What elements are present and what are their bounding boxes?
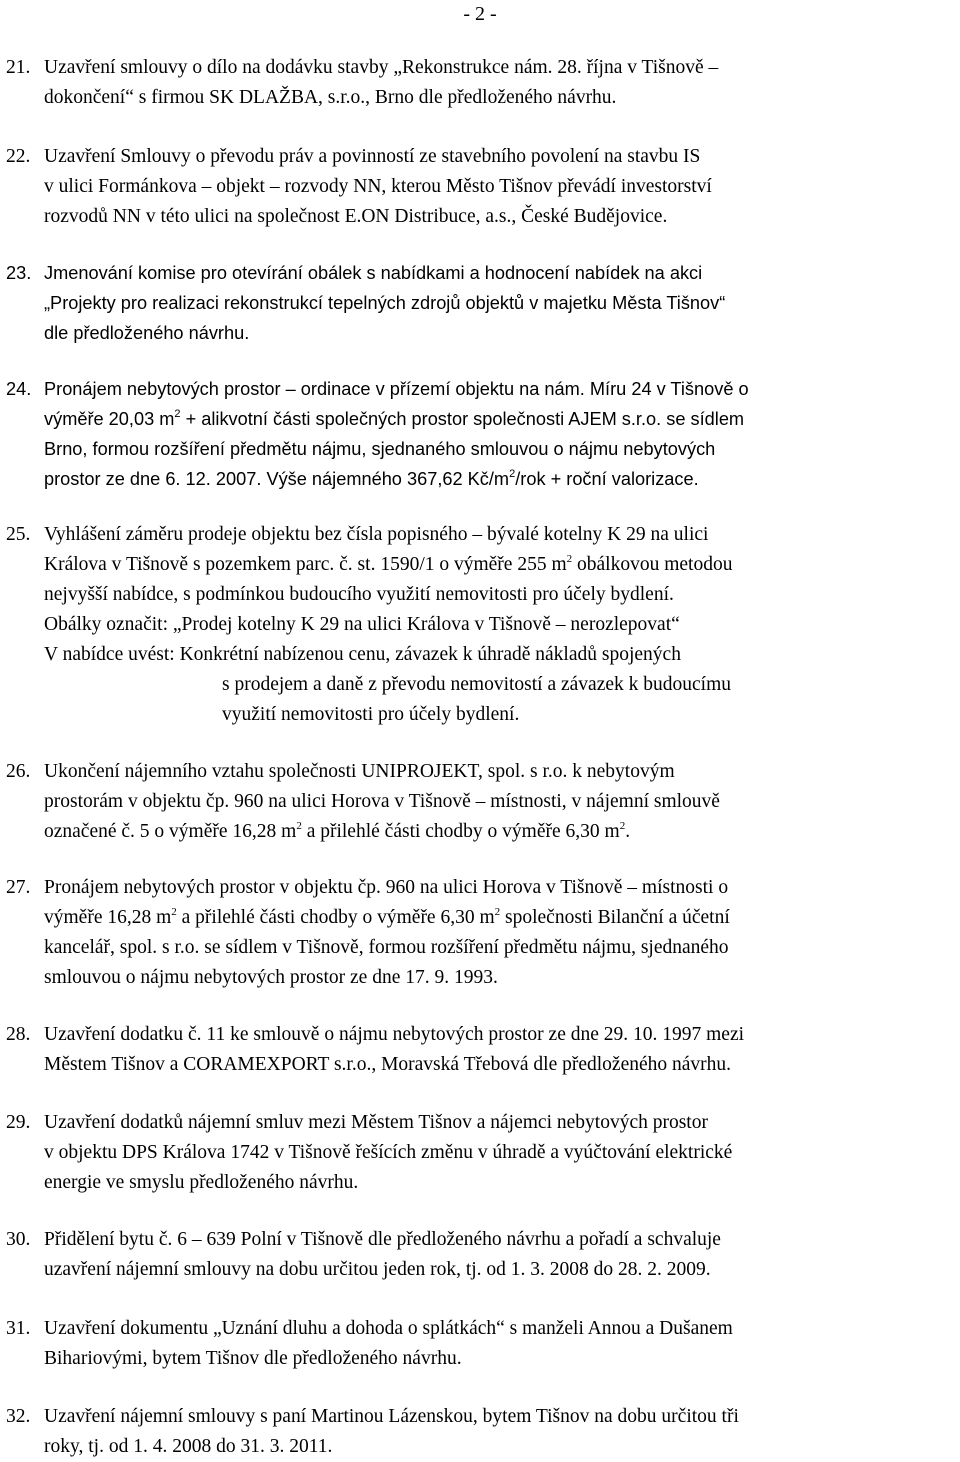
item-text: Uzavření dodatku č. 11 ke smlouvě o nájmu nebytových prostor ze dne 29. 10. 1997 mezi Městem Tišnov a CORAMEXPORT s.r.o., Moravská Třebová dle předloženého návrhu. — [44, 1024, 745, 1075]
item-text: Přidělení bytu č. 6 – 639 Polní v Tišnově dle předloženého návrhu a pořadí a schvaluje uzavření nájemní smlouvy na dobu určitou jeden rok, tj. od 1. 3. 2008 do 28. 2. 2009. — [44, 1229, 721, 1280]
list-item-21 — [6, 53, 946, 113]
item-text: Uzavření dokumentu „Uznání dluhu a dohoda o splátkách“ s manželi Annou a Dušanem Bihariovými, bytem Tišnov dle předloženého návrhu. — [44, 1318, 733, 1369]
list-item-22 — [6, 142, 946, 232]
item-number: 24. — [6, 379, 32, 399]
page-number: - 2 - — [463, 3, 497, 25]
item-text: Uzavření nájemní smlouvy s paní Martinou Lázenskou, bytem Tišnov na dobu určitou tři roky, tj. od 1. 4. 2008 do 31. 3. 2011. — [44, 1406, 739, 1457]
item-text: Uzavření Smlouvy o převodu práv a povinností ze stavebního povolení na stavbu IS v ulici Formánkova – objekt – rozvody NN, kterou Město Tišnov převádí investorství rozvodů NN v této ulici na společnost E.ON Distribuce, a.s., České Budějovice. — [44, 146, 712, 227]
list-item-26 — [6, 757, 946, 847]
item-number: 29. — [6, 1112, 31, 1133]
item-text: Pronájem nebytových prostor – ordinace v přízemí objektu na nám. Míru 24 v Tišnově o výměře 20,03 $m^2$ + alikvotní části společných prostor společnosti AJEM s.r.o. se sídlem Brno, formou rozšíření předmětu nájmu, sjednaného smlouvou o nájmu nebytových prostor ze dne 6. 12. 2007. Výše nájemného 367,62 $Kč/m^2$/rok + roční valorizace. — [44, 379, 749, 489]
item-number: 23. — [6, 263, 32, 283]
list-item-30 — [6, 1225, 946, 1285]
item-number: 32. — [6, 1406, 31, 1427]
item-number: 28. — [6, 1024, 31, 1045]
list-item-23 — [6, 258, 946, 348]
item-number: 26. — [6, 761, 31, 782]
item-number: 25. — [6, 524, 31, 545]
item-number: 22. — [6, 146, 31, 167]
item-text: Uzavření dodatků nájemní smluv mezi Městem Tišnov a nájemci nebytových prostor v objektu DPS Králova 1742 v Tišnově řešících změnu v úhradě a vyúčtování elektrické energie ve smyslu předloženého návrhu. — [44, 1112, 733, 1193]
list-item-32 — [6, 1402, 946, 1462]
list-item-29 — [6, 1108, 946, 1198]
item-text: Vyhlášení záměru prodeje objektu bez čísla popisného – bývalé kotelny K 29 na ulici Králova v Tišnově s pozemkem parc. č. st. 1590/1 o výměře 255 $m^2$ obálkovou metodou nejvyšší nabídce, s podmínkou budoucího využití nemovitosti pro účely bydlení. Obálky označit: „Prodej kotelny K 29 na ulici Králova v Tišnově – nerozlepovat“ V nabídce uvést: Konkrétní nabízenou cenu, závazek k úhradě nákladů spojených s prodejem a daně z převodu nemovitostí a závazek k budoucímu využití nemovitosti pro účely bydlení. — [44, 524, 733, 725]
item-text: Ukončení nájemního vztahu společnosti UNIPROJEKT, spol. s r.o. k nebytovým prostorám v objektu čp. 960 na ulici Horova v Tišnově – místnosti, v nájemní smlouvě označené č. 5 o výměře 16,28 $m^2$ a přilehlé části chodby o výměře 6,30 $m^2$. — [44, 761, 720, 842]
item-number: 31. — [6, 1318, 31, 1339]
item-number: 30. — [6, 1229, 31, 1250]
list-item-25 — [6, 520, 946, 730]
list-item-27 — [6, 873, 946, 993]
item-text: Jmenování komise pro otevírání obálek s nabídkami a hodnocení nabídek na akci „Projekty pro realizaci rekonstrukcí tepelných zdrojů objektů v majetku Města Tišnov“ dle předloženého návrhu. — [44, 263, 726, 343]
item-number: 21. — [6, 57, 31, 78]
item-text: Uzavření smlouvy o dílo na dodávku stavby „Rekonstrukce nám. 28. října v Tišnově – dokončení“ s firmou SK DLAŽBA, s.r.o., Brno dle předloženého návrhu. — [44, 57, 719, 108]
list-item-31 — [6, 1314, 946, 1374]
item-text: Pronájem nebytových prostor v objektu čp. 960 na ulici Horova v Tišnově – místnosti o výměře 16,28 $m^2$ a přilehlé části chodby o výměře 6,30 $m^2$ společnosti Bilanční a účetní kancelář, spol. s r.o. se sídlem v Tišnově, formou rozšíření předmětu nájmu, sjednaného smlouvou o nájmu nebytových prostor ze dne 17. 9. 1993. — [44, 877, 730, 988]
list-item-24 — [6, 374, 946, 494]
item-number: 27. — [6, 877, 31, 898]
list-item-28 — [6, 1020, 946, 1080]
